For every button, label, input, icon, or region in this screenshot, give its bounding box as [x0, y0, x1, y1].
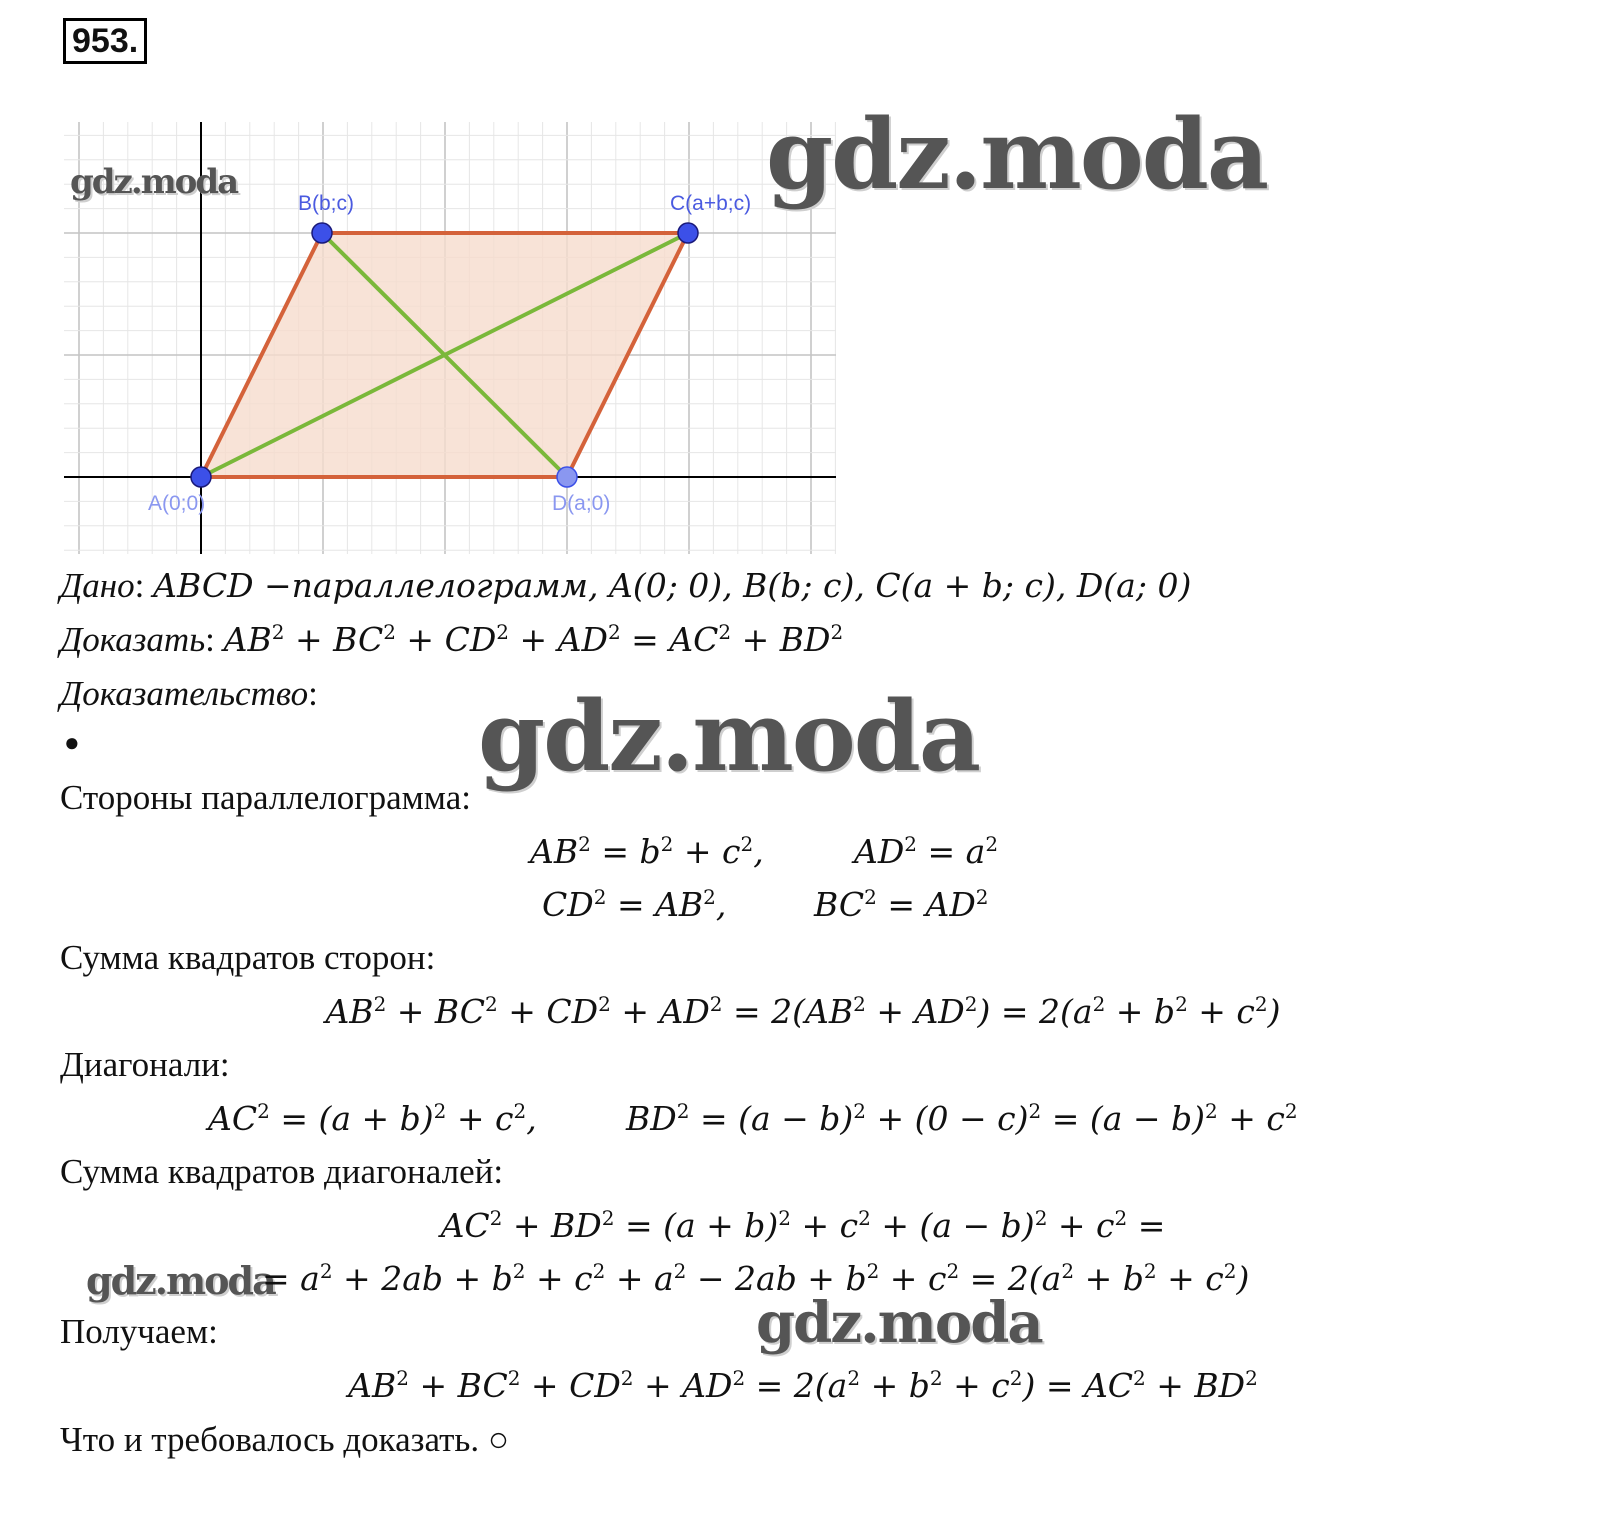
watermark-top: gdz.moda — [766, 98, 1268, 211]
point-c — [678, 223, 698, 243]
sum-sides-title: Сумма квадратов сторон: — [60, 938, 436, 977]
sum-diag-title: Сумма квадратов диагоналей: — [60, 1152, 504, 1191]
point-d — [557, 467, 577, 487]
result-title: Получаем: — [60, 1312, 218, 1351]
sum-sides-eq: $AB^2 + BC^2 + CD^2 + AD^2 = 2(AB^2 + AD^2) = 2(a^2 + b^2 + c^2)$ — [325, 992, 1281, 1031]
prove-formula: $AB^2 + BC^2 + CD^2 + AD^2 = AC^2 + BD^2$ — [223, 620, 844, 659]
conclusion: Что и требовалось доказать. ○ — [60, 1420, 510, 1459]
watermark-left: gdz.moda — [86, 1258, 275, 1303]
sum-diag-eq2: = $a^2 + 2ab + b^2 + c^2 + a^2 - 2ab + b^2 + c^2 = 2(a^2 + b^2 + c^2)$ — [262, 1259, 1250, 1298]
sides-title: Стороны параллелограмма: — [60, 778, 471, 817]
prove-line: Доказать: $AB^2 + BC^2 + CD^2 + AD^2 = AC^2 + BD^2$ — [60, 620, 844, 659]
given-line: Дано: ABCD −параллелограмм, A(0; 0), B(b; c), C(a + b; c), D(a; 0) — [60, 566, 1192, 605]
point-b — [312, 223, 332, 243]
sides-eq3: $CD^2 = AB^2$, — [542, 885, 727, 924]
sides-eq4: $BC^2 = AD^2$ — [814, 885, 989, 924]
sides-eq2: $AD^2 = a^2$ — [854, 832, 999, 871]
result-eq: $AB^2 + BC^2 + CD^2 + AD^2 = 2(a^2 + b^2 + c^2) = AC^2 + BD^2$ — [348, 1366, 1258, 1405]
proof-label: Доказательство — [60, 674, 309, 713]
watermark-small: gdz.moda — [70, 162, 238, 202]
prove-label: Доказать — [60, 620, 206, 659]
label-b: B(b;c) — [298, 192, 355, 215]
sides-eq1: $AB^2 = b^2 + c^2$, — [530, 832, 764, 871]
bullet: ● — [64, 728, 80, 757]
label-c: C(a+b;c) — [670, 192, 752, 215]
watermark-bottom: gdz.moda — [756, 1290, 1042, 1356]
given-label: Дано — [60, 566, 135, 605]
label-a: A(0;0) — [148, 492, 206, 515]
diag-eq1: $AC^2 = (a + b)^2 + c^2$, — [208, 1099, 537, 1138]
point-a — [191, 467, 211, 487]
sum-diag-eq1: $AC^2 + BD^2 = (a + b)^2 + c^2 + (a - b)^2 + c^2$ = — [440, 1206, 1166, 1245]
problem-number: 953. — [63, 18, 147, 64]
diag-eq2: $BD^2 = (a - b)^2 + (0 - c)^2 = (a - b)^2 + c^2$ — [626, 1099, 1298, 1138]
label-d: D(a;0) — [552, 492, 611, 515]
watermark-middle: gdz.moda — [478, 680, 980, 793]
given-text: ABCD −параллелограмм, A(0; 0), B(b; c), C(a + b; c), D(a; 0) — [153, 566, 1192, 605]
diagonals-title: Диагонали: — [60, 1045, 230, 1084]
proof-line: Доказательство: — [60, 674, 318, 713]
